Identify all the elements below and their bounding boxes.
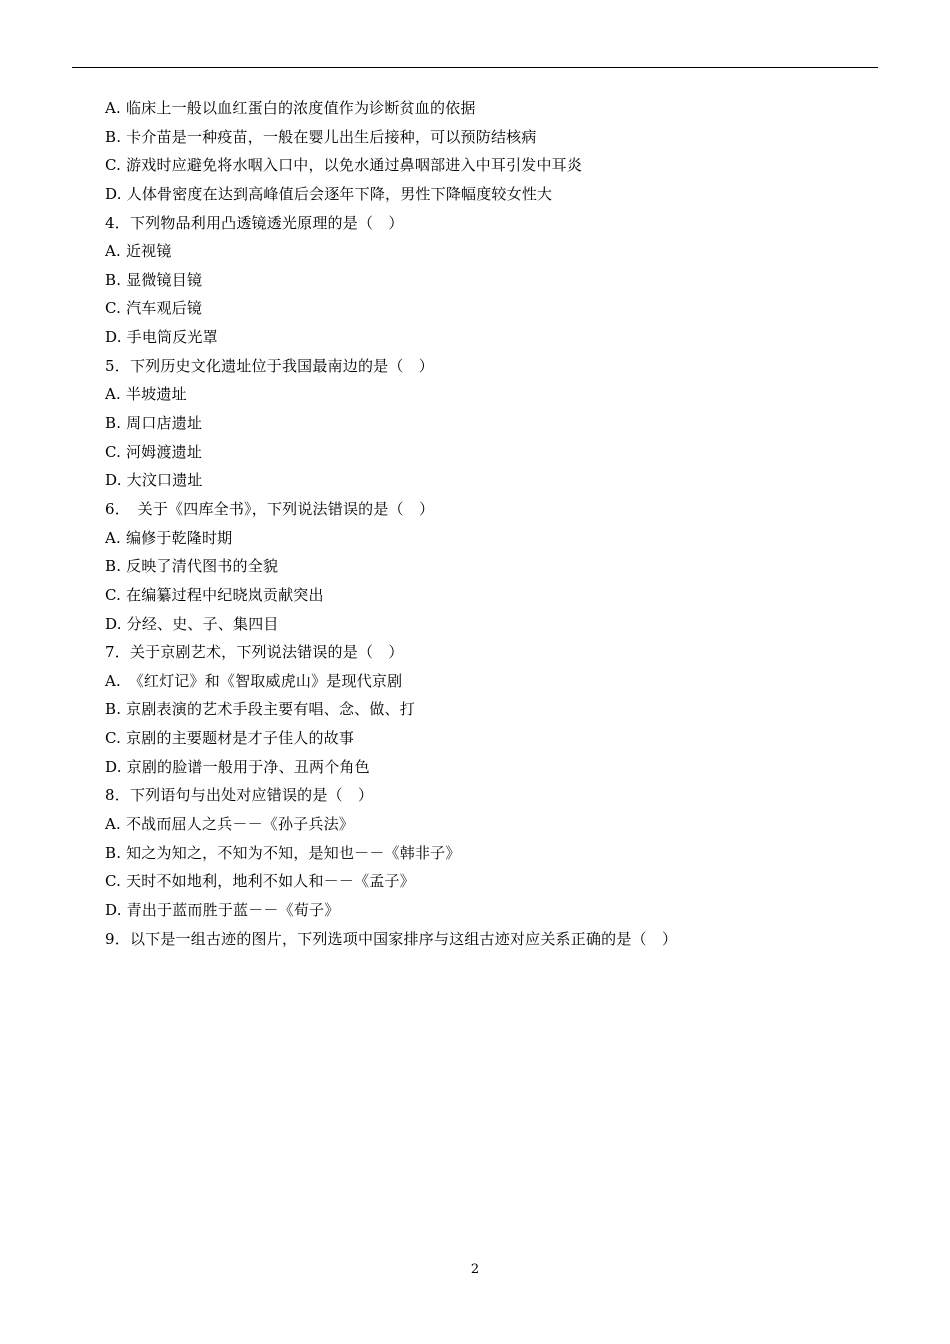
question-6: 6． 关于《四库全书》，下列说法错误的是（ ） — [105, 499, 435, 518]
question-7: 7．关于京剧艺术，下列说法错误的是（ ） — [105, 643, 404, 662]
header-rule — [72, 67, 878, 68]
option-line: B. 反映了清代图书的全貌 — [105, 557, 279, 576]
option-line: C. 汽车观后镜 — [105, 299, 203, 318]
option-line: C. 京剧的主要题材是才子佳人的故事 — [105, 729, 355, 748]
option-line: D. 青出于蓝而胜于蓝－－《荀子》 — [105, 900, 340, 919]
option-line: D. 大汶口遗址 — [105, 471, 203, 490]
option-line: A. 编修于乾隆时期 — [105, 528, 233, 547]
option-line: D. 手电筒反光罩 — [105, 328, 218, 347]
question-5: 5．下列历史文化遗址位于我国最南边的是（ ） — [105, 356, 434, 375]
option-line: A. 临床上一般以血红蛋白的浓度值作为诊断贫血的依据 — [105, 99, 476, 117]
question-8: 8．下列语句与出处对应错误的是（ ） — [105, 786, 374, 805]
question-9: 9．以下是一组古迹的图片，下列选项中国家排序与这组古迹对应关系正确的是（ ） — [105, 929, 678, 948]
option-line: A. 近视镜 — [105, 242, 172, 261]
option-line: C. 天时不如地利，地利不如人和－－《孟子》 — [105, 872, 415, 891]
option-line: B. 卡介苗是一种疫苗，一般在婴儿出生后接种，可以预防结核病 — [105, 127, 537, 146]
option-line: C. 游戏时应避免将水咽入口中，以免水通过鼻咽部进入中耳引发中耳炎 — [105, 156, 583, 175]
option-line: B. 京剧表演的艺术手段主要有唱、念、做、打 — [105, 700, 415, 719]
option-line: D. 京剧的脸谱一般用于净、丑两个角色 — [105, 757, 370, 776]
document-body — [105, 94, 885, 953]
option-line: B. 周口店遗址 — [105, 414, 203, 433]
option-line: D. 分经、史、子、集四目 — [105, 614, 279, 633]
page-number: 2 — [470, 1262, 480, 1277]
option-line: C. 河姆渡遗址 — [105, 442, 203, 461]
option-line: D. 人体骨密度在达到高峰值后会逐年下降，男性下降幅度较女性大 — [105, 184, 553, 203]
option-line: A. 半坡遗址 — [105, 385, 187, 404]
option-line: A. 不战而屈人之兵－－《孙子兵法》 — [105, 815, 354, 834]
option-line: B. 知之为知之，不知为不知，是知也－－《韩非子》 — [105, 843, 461, 862]
question-4: 4．下列物品利用凸透镜透光原理的是（ ） — [105, 213, 404, 232]
option-line: B. 显微镜目镜 — [105, 270, 203, 289]
option-line: C. 在编纂过程中纪晓岚贡献突出 — [105, 585, 324, 604]
option-line: A. 《红灯记》和《智取威虎山》是现代京剧 — [105, 671, 403, 690]
